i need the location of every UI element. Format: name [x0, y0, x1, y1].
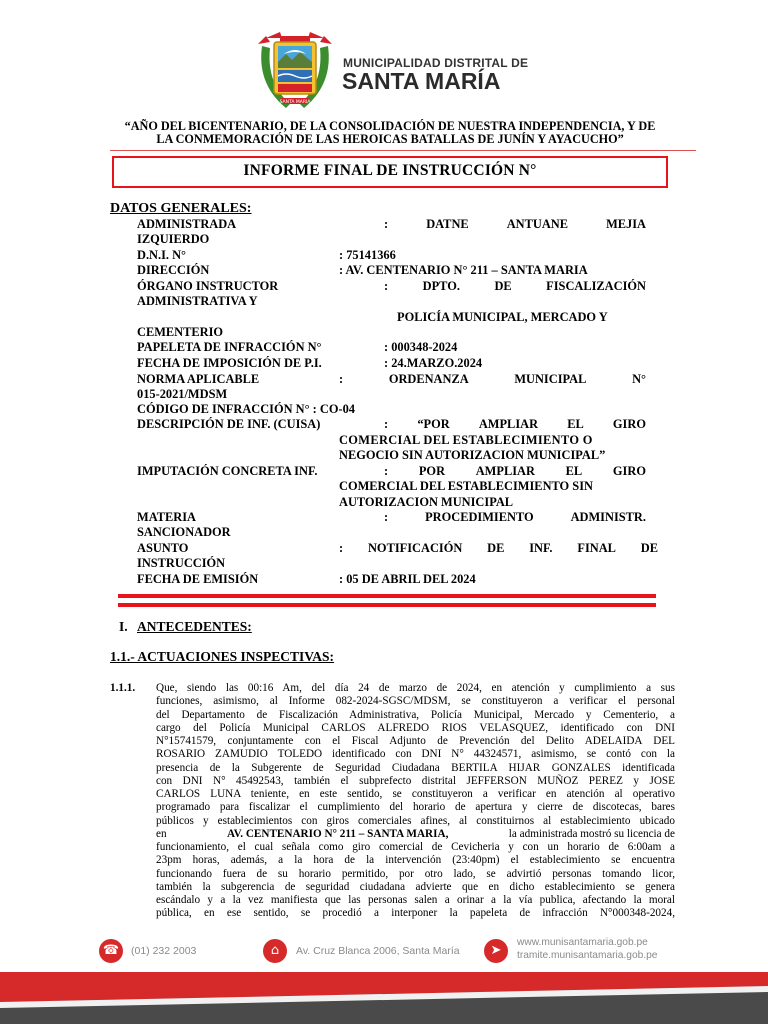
value-word: PROCEDIMIENTO — [425, 510, 534, 524]
field-fecha-imposicion-label: FECHA DE IMPOSICIÓN DE P.I. — [137, 356, 322, 370]
year-motto — [110, 120, 670, 146]
municipality-name-line2: SANTA MARÍA — [342, 68, 501, 94]
paragraph-line: pública, en ese sentido, se procedió a interponer la papeleta de infracción N°000348-2024, — [156, 907, 675, 920]
value-word: DE — [494, 279, 512, 293]
svg-text:SANTA MARIA: SANTA MARIA — [279, 100, 311, 105]
field-papeleta-label: PAPELETA DE INFRACCIÓN N° — [137, 340, 322, 354]
field-direccion-label: DIRECCIÓN — [137, 263, 210, 277]
field-descripcion-line-2 — [339, 434, 646, 447]
footer-address: Av. Cruz Blanca 2006, Santa María — [296, 945, 460, 957]
field-imputacion-label: IMPUTACIÓN CONCRETA INF. — [137, 464, 318, 478]
section-number: I. — [119, 619, 128, 634]
value-word: “POR — [417, 417, 450, 431]
paragraph-line: funcionamiento, el cual señala como giro comercial de Cevicheria y con un horario de 6:00am a — [156, 841, 675, 853]
value-word: EL — [567, 417, 584, 431]
field-organo-label-2: ADMINISTRATIVA Y — [137, 294, 258, 308]
field-imputacion-line-3: AUTORIZACION MUNICIPAL — [339, 495, 514, 509]
paragraph-number: 1.1.1. — [110, 682, 136, 694]
section-title: ANTECEDENTES: — [137, 619, 252, 634]
paragraph-line-prefix: en — [156, 827, 167, 840]
value-word: DE — [487, 541, 505, 555]
field-administrada-continuation: IZQUIERDO — [137, 232, 210, 246]
field-direccion-value: : AV. CENTENARIO N° 211 – SANTA MARIA — [339, 263, 588, 277]
value-word: INF. — [529, 541, 553, 555]
field-norma-continuation: 015-2021/MDSM — [137, 387, 228, 401]
paragraph-line: cargo del Policía Municipal CARLOS ALFREDO RIOS VELASQUEZ, identificado con DNI — [156, 721, 675, 734]
paragraph-line: públicos y establecimientos con giros comerciales afines, al constituirnos al establecimiento ubicado — [156, 814, 675, 827]
home-icon: ⌂ — [263, 939, 287, 963]
field-organo-value — [384, 280, 646, 293]
field-materia-continuation: SANCIONADOR — [137, 525, 231, 539]
value-word: N° — [632, 372, 646, 386]
field-materia-label: MATERIA — [137, 510, 196, 524]
paragraph-line-bold-address: AV. CENTENARIO N° 211 – SANTA MARIA, — [226, 827, 449, 840]
municipality-name-line1: MUNICIPALIDAD DISTRITAL DE — [343, 56, 529, 70]
field-fecha-emision-value: : 05 DE ABRIL DEL 2024 — [339, 572, 476, 586]
field-descripcion-value — [384, 418, 646, 431]
field-descripcion-line-3: NEGOCIO SIN AUTORIZACION MUNICIPAL” — [339, 448, 606, 462]
value-word: FINAL — [577, 541, 616, 555]
paragraph-line: Que, siendo las 00:16 Am, del día 24 de marzo de 2024, en atención y cumplimiento a sus — [156, 682, 675, 694]
paragraph-body — [156, 682, 675, 921]
value-word: ADMINISTR. — [570, 510, 646, 524]
paragraph-line: 23pm horas, además, a la hora de la intervención (23:40pm) el establecimiento se encuentra — [156, 854, 675, 867]
field-fecha-emision-label: FECHA DE EMISIÓN — [137, 572, 259, 586]
value-word: DE — [640, 541, 658, 555]
field-dni-label: D.N.I. N° — [137, 248, 187, 262]
colon: : — [384, 217, 389, 231]
paragraph-line: con DNI N° 45492543, también el subprefecto distrital JEFFERSON MUÑOZ PEREZ y JOSE — [156, 774, 675, 787]
value-word: MUNICIPAL — [514, 372, 587, 386]
value-word: EL — [565, 464, 583, 478]
section-separator-bottom — [118, 603, 656, 607]
footer-phone: (01) 232 2003 — [131, 945, 197, 957]
colon: : — [384, 279, 389, 293]
field-administrada-label: ADMINISTRADA — [137, 217, 237, 231]
paragraph-line: N°15741579, conjuntamente con el Fiscal Adjunto de Prevención del Delito ADELAIDA DEL — [156, 735, 675, 747]
footer-web-2[interactable]: tramite.munisantamaria.gob.pe — [517, 950, 658, 961]
field-imputacion-value — [384, 465, 646, 478]
motto-line-2: LA CONMEMORACIÓN DE LAS HEROICAS BATALLAS DE JUNÍN Y AYACUCHO” — [156, 132, 624, 146]
colon: : — [384, 464, 389, 478]
value-word: ORDENANZA — [388, 372, 469, 386]
paragraph-line — [156, 828, 675, 841]
header-divider — [110, 150, 696, 151]
field-norma-value — [339, 373, 646, 386]
cursor-click-icon: ➤ — [484, 939, 508, 963]
field-codigo-infraccion: CÓDIGO DE INFRACCIÓN N° : CO-04 — [137, 402, 356, 416]
value-word: AMPLIAR — [478, 417, 539, 431]
paragraph-line: programado para fiscalizar el cumplimiento del horario de apertura y cierre de discotecas, bares — [156, 801, 675, 814]
value-text: COMERCIAL DEL ESTABLECIMIENTO O — [339, 433, 593, 447]
colon: : — [384, 417, 389, 431]
value-word: GIRO — [612, 417, 646, 431]
value-word: POR — [418, 464, 446, 478]
paragraph-line: funciones, asimismo, al Informe 082-2024-SGSC/MDSM, se constituyeron a verificar el personal — [156, 695, 675, 708]
field-organo-value-2: POLICÍA MUNICIPAL, MERCADO Y — [397, 310, 608, 324]
value-word: DATNE — [426, 217, 469, 231]
paragraph-line: ROSARIO ZAMUDIO TOLEDO identificado con DNI N° 44324571, asimismo, se contó con la — [156, 748, 675, 761]
value-word: FISCALIZACIÓN — [546, 279, 646, 293]
municipality-seal-logo — [256, 28, 334, 112]
paragraph-line: escándalo y a la vez manifiesta que las personas salen a orinar a la vía publica, afectando la moral — [156, 894, 675, 906]
value-word: ANTUANE — [506, 217, 568, 231]
field-asunto-value — [339, 542, 658, 555]
colon: : — [339, 541, 344, 555]
value-word: AMPLIAR — [475, 464, 535, 478]
field-dni-value: : 75141366 — [339, 248, 396, 262]
field-descripcion-label: DESCRIPCIÓN DE INF. (CUISA) — [137, 417, 321, 431]
paragraph-line: presencia de la Subgerente de Seguridad Ciudadana BERTILA HIJAR GONZALES identificada — [156, 761, 675, 774]
subsection-heading: 1.1.- ACTUACIONES INSPECTIVAS: — [110, 649, 335, 664]
value-word: GIRO — [612, 464, 646, 478]
general-data-heading: DATOS GENERALES: — [110, 201, 252, 216]
paragraph-line: del Departamento de Fiscalización Administrativa, Policía Municipal, Mercado y Cementerio, a — [156, 708, 675, 721]
field-administrada-value — [384, 218, 646, 231]
field-organo-label-3: CEMENTERIO — [137, 325, 224, 339]
field-imputacion-line-2: COMERCIAL DEL ESTABLECIMIENTO SIN — [339, 479, 593, 493]
field-asunto-continuation: INSTRUCCIÓN — [137, 556, 226, 570]
value-word: DPTO. — [422, 279, 460, 293]
field-materia-value — [384, 511, 646, 524]
motto-line-1: “AÑO DEL BICENTENARIO, DE LA CONSOLIDACIÓN DE NUESTRA INDEPENDENCIA, Y DE — [124, 119, 656, 133]
paragraph-line: CARLOS LUNA teniente, en este sentido, se constituyeron a verificar en atención al operativo — [156, 788, 675, 800]
field-norma-label: NORMA APLICABLE — [137, 372, 260, 386]
paragraph-line: también la subgerencia de seguridad ciudadana advierte que en dicho establecimiento se genera — [156, 880, 675, 893]
colon: : — [339, 372, 344, 386]
colon: : — [384, 510, 389, 524]
value-word: NOTIFICACIÓN — [367, 541, 463, 555]
footer-web-1[interactable]: www.munisantamaria.gob.pe — [517, 937, 648, 948]
field-papeleta-value: : 000348-2024 — [384, 340, 458, 354]
paragraph-line-rest: la administrada mostró su licencia de — [508, 827, 675, 840]
phone-icon: ☎ — [99, 939, 123, 963]
document-title: INFORME FINAL DE INSTRUCCIÓN N° — [243, 162, 537, 179]
field-fecha-imposicion-value: : 24.MARZO.2024 — [384, 356, 483, 370]
value-word: MEJIA — [606, 217, 646, 231]
section-separator-top — [118, 594, 656, 598]
field-asunto-label: ASUNTO — [137, 541, 189, 555]
paragraph-line: funcionando fuera de su horario permitido, por otro lado, se advirtió personas tomando licor, — [156, 867, 675, 880]
footer-band — [0, 972, 768, 1024]
field-organo-label: ÓRGANO INSTRUCTOR — [137, 279, 279, 293]
